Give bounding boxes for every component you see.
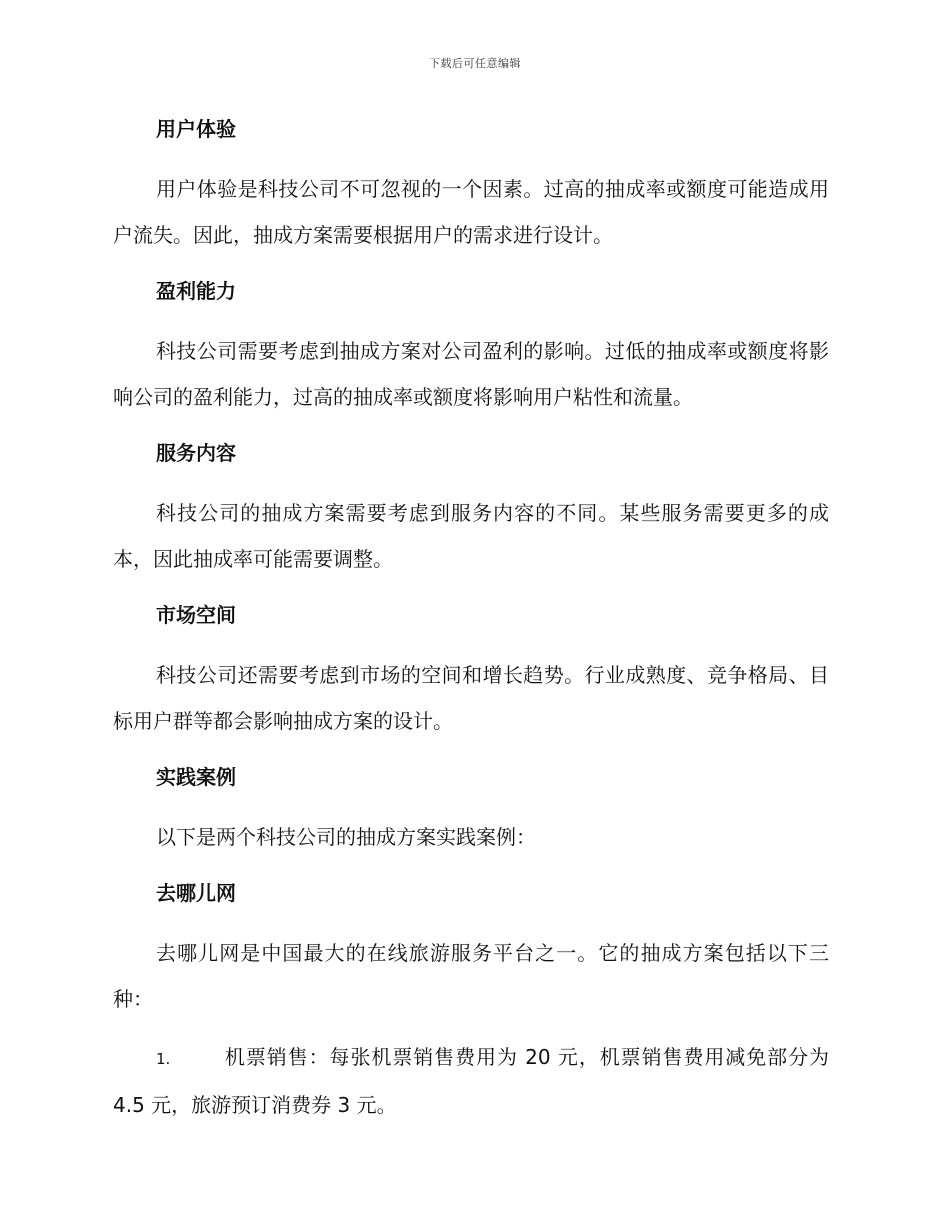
section-heading-service: 服务内容 [156,441,236,465]
section-text-cases: 以下是两个科技公司的抽成方案实践案例： [156,825,536,849]
section-heading-ux: 用户体验 [156,117,236,141]
header-note: 下载后可任意编辑 [429,57,521,70]
list-item [113,1034,829,1128]
section-heading-qunar: 去哪儿网 [156,881,236,905]
section-text-ux: 用户体验是科技公司不可忽视的一个因素。过高的抽成率或额度可能造成用户流失。因此，抽成方案需要根据用户的需求进行设计。 [113,177,829,247]
section-text-profit: 科技公司需要考虑到抽成方案对公司盈利的影响。过低的抽成率或额度将影响公司的盈利能力，过高的抽成率或额度将影响用户粘性和流量。 [113,339,829,409]
section-text-market: 科技公司还需要考虑到市场的空间和增长趋势。行业成熟度、竞争格局、目标用户群等都会影响抽成方案的设计。 [113,663,829,733]
list-item-number: 1. [156,1050,171,1068]
section-heading-market: 市场空间 [156,603,236,627]
section-heading-cases: 实践案例 [156,765,236,789]
section-text-service: 科技公司的抽成方案需要考虑到服务内容的不同。某些服务需要更多的成本，因此抽成率可能需要调整。 [113,501,829,571]
document-body [113,108,829,1128]
list-item-text: 机票销售：每张机票销售费用为 20 元，机票销售费用减免部分为 4.5 元，旅游预订消费券 3 元。 [113,1045,829,1117]
section-heading-profit: 盈利能力 [156,279,236,303]
section-text-qunar: 去哪儿网是中国最大的在线旅游服务平台之一。它的抽成方案包括以下三种： [113,941,829,1011]
